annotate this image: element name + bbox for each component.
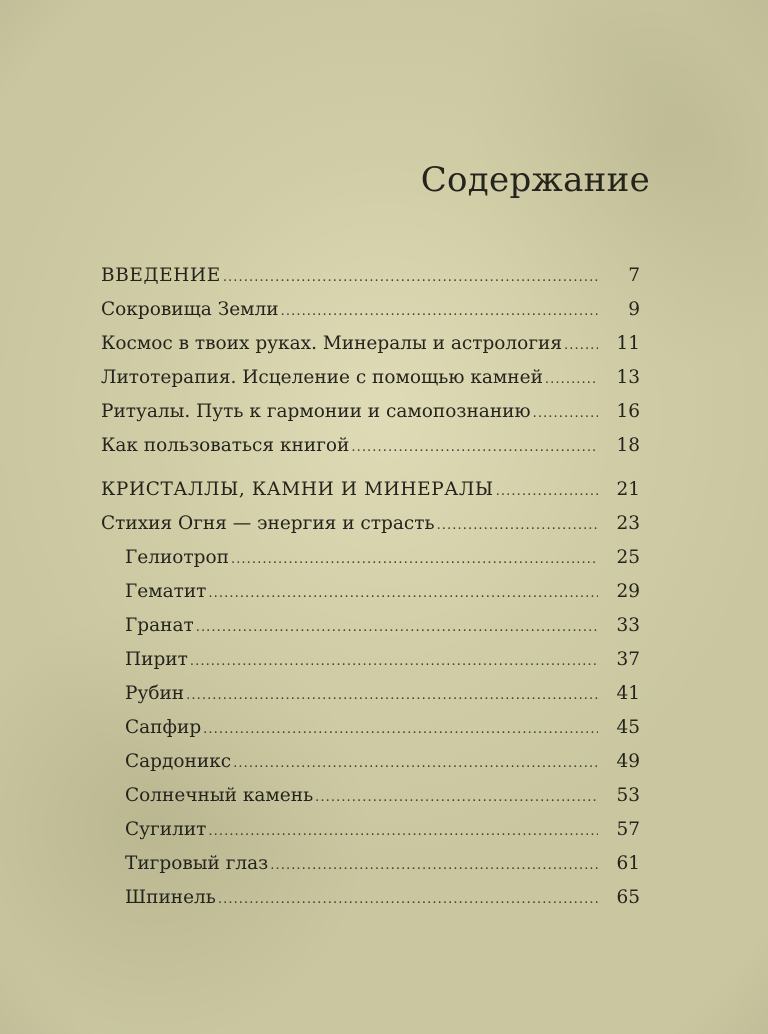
toc-entry-sapphire <box>101 711 640 745</box>
toc-entry-sugilite <box>101 813 640 847</box>
toc-entry-page: 57 <box>616 819 640 840</box>
dot-leader <box>315 781 598 815</box>
toc-entry-ruby <box>101 677 640 711</box>
toc-entry-title: Литотерапия. Исцеление с помощью камней <box>101 367 543 388</box>
dot-leader <box>223 261 598 295</box>
dot-leader <box>203 713 598 747</box>
toc-entry-fire-element <box>101 507 640 541</box>
toc-entry-title: Сокровища Земли <box>101 299 279 320</box>
dot-leader <box>270 849 598 883</box>
toc-entry-title: Сардоникс <box>125 751 232 772</box>
toc-entry-page: 23 <box>616 513 640 534</box>
toc-entry-title: Гелиотроп <box>125 547 229 568</box>
toc-entry-how-to-use <box>101 429 640 463</box>
toc-entry-garnet <box>101 609 640 643</box>
toc-entry-sunstone <box>101 779 640 813</box>
toc-entry-sardonyx <box>101 745 640 779</box>
toc-entry-title: Ритуалы. Путь к гармонии и самопознанию <box>101 401 531 422</box>
dot-leader <box>281 295 598 329</box>
toc-entry-page: 49 <box>616 751 640 772</box>
toc-entry-title: Тигровый глаз <box>125 853 269 874</box>
dot-leader <box>208 815 598 849</box>
toc-entry-pyrite <box>101 643 640 677</box>
toc-entry-page: 25 <box>616 547 640 568</box>
dot-leader <box>196 611 598 645</box>
toc-entry-crystals-section <box>101 473 640 507</box>
table-of-contents <box>101 259 640 915</box>
dot-leader <box>496 475 598 509</box>
toc-entry-title: Стихия Огня — энергия и страсть <box>101 513 435 534</box>
toc-entry-page: 45 <box>616 717 640 738</box>
toc-entry-title: Пирит <box>125 649 188 670</box>
toc-entry-title: Сугилит <box>125 819 207 840</box>
toc-title: Содержание <box>420 160 650 200</box>
toc-entry-introduction <box>101 259 640 293</box>
toc-entry-title: Солнечный камень <box>125 785 314 806</box>
toc-entry-page: 7 <box>628 265 640 286</box>
toc-entry-page: 61 <box>616 853 640 874</box>
toc-entry-title: Как пользоваться книгой <box>101 435 350 456</box>
toc-entry-page: 33 <box>616 615 640 636</box>
dot-leader <box>231 543 598 577</box>
toc-entry-page: 37 <box>616 649 640 670</box>
dot-leader <box>186 679 598 713</box>
dot-leader <box>351 431 598 465</box>
toc-entry-title: КРИСТАЛЛЫ, КАМНИ И МИНЕРАЛЫ <box>101 479 494 500</box>
dot-leader <box>190 645 598 679</box>
toc-entry-page: 53 <box>616 785 640 806</box>
toc-entry-title: Гематит <box>125 581 207 602</box>
dot-leader <box>533 397 598 431</box>
toc-entry-page: 18 <box>616 435 640 456</box>
dot-leader <box>208 577 598 611</box>
toc-entry-cosmos <box>101 327 640 361</box>
dot-leader <box>437 509 598 543</box>
toc-entry-page: 29 <box>616 581 640 602</box>
toc-entry-title: Космос в твоих руках. Минералы и астрология <box>101 333 563 354</box>
toc-entry-earth-treasures <box>101 293 640 327</box>
toc-entry-title: Гранат <box>125 615 194 636</box>
toc-entry-page: 11 <box>616 333 640 354</box>
toc-entry-hematite <box>101 575 640 609</box>
toc-entry-page: 21 <box>616 479 640 500</box>
toc-entry-page: 65 <box>616 887 640 908</box>
toc-entry-page: 16 <box>616 401 640 422</box>
toc-entry-title: Шпинель <box>125 887 216 908</box>
toc-entry-lithotherapy <box>101 361 640 395</box>
dot-leader <box>233 747 598 781</box>
toc-entry-title: ВВЕДЕНИЕ <box>101 265 221 286</box>
dot-leader <box>218 883 598 917</box>
toc-entry-tigers-eye <box>101 847 640 881</box>
toc-entry-page: 9 <box>628 299 640 320</box>
toc-entry-title: Сапфир <box>125 717 202 738</box>
toc-entry-rituals <box>101 395 640 429</box>
toc-entry-page: 41 <box>616 683 640 704</box>
toc-entry-spinel <box>101 881 640 915</box>
toc-entry-heliotrope <box>101 541 640 575</box>
dot-leader <box>564 329 598 363</box>
toc-entry-page: 13 <box>616 367 640 388</box>
toc-entry-title: Рубин <box>125 683 185 704</box>
dot-leader <box>545 363 598 397</box>
